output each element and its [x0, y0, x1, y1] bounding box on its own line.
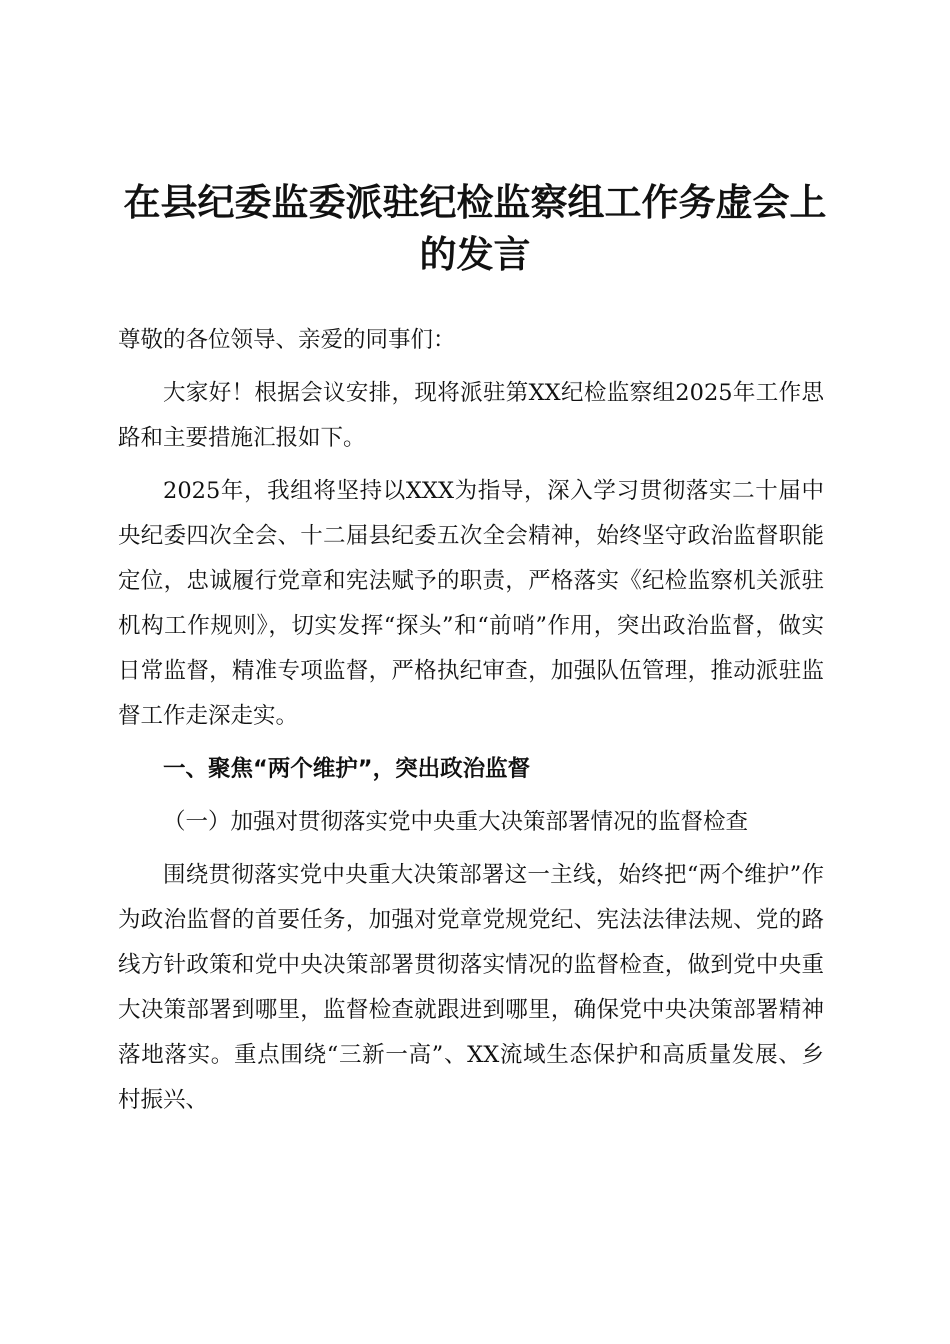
- document-title: 在县纪委监委派驻纪检监察组工作务虚会上的发言: [123, 180, 827, 276]
- paragraph-overview: 2025年，我组将坚持以XXX为指导，深入学习贯彻落实二十届中央纪委四次全会、十二届县纪委五次全会精神，始终坚守政治监督职能定位，忠诚履行党章和宪法赋予的职责，严格落实《纪检监察机关派驻机构工作规则》，切实发挥“探头”和“前哨”作用，突出政治监督，做实日常监督，精准专项监督，严格执纪审查，加强队伍管理，推动派驻监督工作走深走实。: [118, 478, 824, 729]
- section-heading: 一、聚焦“两个维护”，突出政治监督: [163, 756, 531, 782]
- paragraph-opening: 大家好！根据会议安排，现将派驻第XX纪检监察组2025年工作思路和主要措施汇报如下。: [118, 380, 824, 451]
- document-body: [118, 318, 824, 1131]
- section-paragraph: 围绕贯彻落实党中央重大决策部署这一主线，始终把“两个维护”作为政治监督的首要任务，加强对党章党规党纪、宪法法律法规、党的路线方针政策和党中央决策部署贯彻落实情况的监督检查，做到党中央重大决策部署到哪里，监督检查就跟进到哪里，确保党中央决策部署精神落地落实。重点围绕“三新一高”、XX流域生态保护和高质量发展、乡村振兴、: [118, 862, 824, 1113]
- salutation: 尊敬的各位领导、亲爱的同事们：: [118, 327, 456, 353]
- subsection-heading: （一）加强对贯彻落实党中央重大决策部署情况的监督检查: [163, 809, 749, 835]
